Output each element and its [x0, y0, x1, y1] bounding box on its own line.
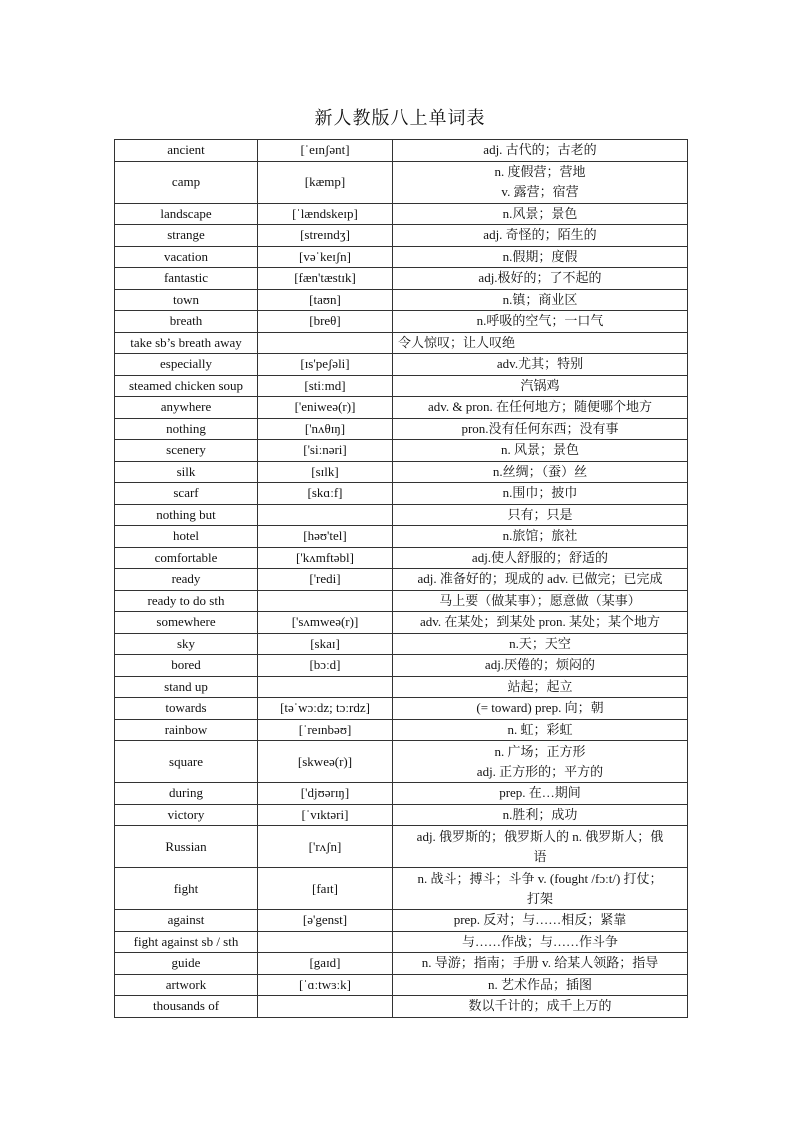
meaning-line: 语 [533, 848, 547, 864]
word-cell: comfortable [115, 547, 258, 569]
pronunciation-cell: ['eniweə(r)] [258, 397, 393, 419]
pronunciation-cell: ['rʌʃn] [258, 826, 393, 868]
table-row [115, 354, 688, 376]
meaning-cell [393, 375, 688, 397]
pronunciation-cell: [ɪs'peʃəli] [258, 354, 393, 376]
pronunciation-cell [258, 931, 393, 953]
meaning-cell [393, 246, 688, 268]
word-cell: victory [115, 804, 258, 826]
pronunciation-cell [258, 504, 393, 526]
word-cell: silk [115, 461, 258, 483]
meaning-line: adj. 奇怪的；陌生的 [483, 227, 597, 243]
meaning-line: n. 度假营；营地 [494, 164, 586, 179]
word-cell: fight against sb / sth [115, 931, 258, 953]
table-row [115, 461, 688, 483]
meaning-cell [393, 974, 688, 996]
table-row [115, 826, 688, 868]
meaning-line: n.呼吸的空气；一口气 [476, 313, 604, 329]
meaning-line: n.镇；商业区 [502, 291, 578, 307]
pronunciation-cell: [streɪndʒ] [258, 225, 393, 247]
table-row [115, 996, 688, 1018]
meaning-cell [393, 719, 688, 741]
meaning-line: 令人惊叹；让人叹绝 [398, 334, 516, 350]
meaning-cell [393, 440, 688, 462]
meaning-cell [393, 483, 688, 505]
pronunciation-cell: [kæmp] [258, 161, 393, 203]
meaning-cell [393, 354, 688, 376]
table-row [115, 504, 688, 526]
meaning-line: adv. 在某处；到某处 pron. 某处；某个地方 [419, 614, 660, 630]
meaning-cell [393, 547, 688, 569]
pronunciation-cell: ['redi] [258, 569, 393, 591]
pronunciation-cell: [həʊ'tel] [258, 526, 393, 548]
meaning-line: (= toward) prep. 向；朝 [476, 700, 604, 716]
table-row [115, 483, 688, 505]
table-row [115, 140, 688, 162]
table-row [115, 203, 688, 225]
meaning-cell [393, 804, 688, 826]
meaning-line: adv.尤其；特别 [496, 356, 584, 372]
pronunciation-cell: [ˈvɪktəri] [258, 804, 393, 826]
word-cell: scenery [115, 440, 258, 462]
meaning-cell [393, 526, 688, 548]
word-cell: nothing [115, 418, 258, 440]
meaning-line: pron.没有任何东西；没有事 [461, 420, 619, 436]
meaning-line: n. 风景；景色 [500, 442, 579, 458]
meaning-line: n. 虹；彩虹 [507, 721, 573, 737]
meaning-cell [393, 311, 688, 333]
vocabulary-table [114, 139, 688, 1018]
meaning-line: 只有；只是 [507, 506, 573, 522]
table-row [115, 804, 688, 826]
table-row [115, 612, 688, 634]
word-cell: square [115, 741, 258, 783]
meaning-cell [393, 590, 688, 612]
meaning-line: 数以千计的；成千上万的 [468, 998, 612, 1014]
table-row [115, 268, 688, 290]
meaning-line: adv. & pron. 在任何地方；随便哪个地方 [427, 399, 653, 415]
pronunciation-cell: ['djʊərɪŋ] [258, 783, 393, 805]
table-row [115, 719, 688, 741]
pronunciation-cell: [ˈlændskeɪp] [258, 203, 393, 225]
meaning-line: n.假期；度假 [502, 248, 578, 264]
meaning-line: n. 广场；正方形 [494, 743, 586, 759]
table-row [115, 526, 688, 548]
pronunciation-cell [258, 332, 393, 354]
table-row [115, 569, 688, 591]
meaning-line: 汽锅鸡 [520, 377, 560, 393]
meaning-cell [393, 826, 688, 868]
word-cell: ready to do sth [115, 590, 258, 612]
meaning-line: prep. 反对；与……相反；紧靠 [453, 912, 627, 928]
word-cell: artwork [115, 974, 258, 996]
meaning-cell [393, 397, 688, 419]
table-row [115, 783, 688, 805]
meaning-cell [393, 161, 688, 203]
table-row [115, 311, 688, 333]
pronunciation-cell [258, 996, 393, 1018]
meaning-line: n.胜利；成功 [502, 806, 578, 822]
meaning-line: adj.极好的；了不起的 [478, 270, 602, 286]
word-cell: fight [115, 868, 258, 910]
table-row [115, 246, 688, 268]
meaning-cell [393, 461, 688, 483]
word-cell: somewhere [115, 612, 258, 634]
word-cell: breath [115, 311, 258, 333]
meaning-line: adj.厌倦的；烦闷的 [484, 657, 596, 673]
meaning-cell [393, 741, 688, 783]
meaning-cell [393, 504, 688, 526]
meaning-cell [393, 931, 688, 953]
meaning-cell [393, 418, 688, 440]
meaning-cell [393, 698, 688, 720]
table-row [115, 161, 688, 203]
word-cell: ancient [115, 140, 258, 162]
word-cell: nothing but [115, 504, 258, 526]
word-cell: ready [115, 569, 258, 591]
pronunciation-cell: [ə'genst] [258, 910, 393, 932]
meaning-line: adj. 准备好的；现成的 adv. 已做完；已完成 [417, 571, 663, 587]
word-cell: camp [115, 161, 258, 203]
table-row [115, 289, 688, 311]
pronunciation-cell: [gaɪd] [258, 953, 393, 975]
meaning-line: adj. 俄罗斯的；俄罗斯人的 n. 俄罗斯人；俄 [416, 828, 664, 844]
meaning-line: adj.使人舒服的；舒适的 [471, 549, 609, 565]
word-cell: scarf [115, 483, 258, 505]
word-cell: hotel [115, 526, 258, 548]
meaning-cell [393, 332, 688, 354]
word-cell: fantastic [115, 268, 258, 290]
pronunciation-cell: [stiːmd] [258, 375, 393, 397]
word-cell: during [115, 783, 258, 805]
meaning-line: n. 战斗；搏斗；斗争 v. (fought /fɔːt/) 打仗； [417, 870, 663, 886]
table-row [115, 397, 688, 419]
meaning-line: n. 导游；指南；手册 v. 给某人领路；指导 [421, 955, 659, 971]
meaning-line: n.风景；景色 [502, 205, 578, 221]
meaning-cell [393, 268, 688, 290]
meaning-cell [393, 612, 688, 634]
meaning-cell [393, 868, 688, 910]
table-row [115, 910, 688, 932]
word-cell: bored [115, 655, 258, 677]
table-row [115, 655, 688, 677]
table-row [115, 953, 688, 975]
meaning-cell [393, 289, 688, 311]
meaning-line: n. 艺术作品；插图 [487, 976, 592, 992]
table-row [115, 225, 688, 247]
pronunciation-cell: [təˈwɔːdz; tɔːrdz] [258, 698, 393, 720]
word-cell: sky [115, 633, 258, 655]
table-row [115, 698, 688, 720]
pronunciation-cell: [breθ] [258, 311, 393, 333]
pronunciation-cell: [skɑːf] [258, 483, 393, 505]
meaning-cell [393, 569, 688, 591]
word-cell: anywhere [115, 397, 258, 419]
word-cell: against [115, 910, 258, 932]
meaning-line: v. 露营；宿营 [501, 184, 579, 199]
meaning-cell [393, 633, 688, 655]
meaning-line: n.天；天空 [509, 635, 571, 651]
meaning-cell [393, 676, 688, 698]
meaning-line: adj. 正方形的；平方的 [476, 763, 604, 779]
word-cell: stand up [115, 676, 258, 698]
pronunciation-cell: [skaɪ] [258, 633, 393, 655]
pronunciation-cell: [fæn'tæstɪk] [258, 268, 393, 290]
word-cell: take sb’s breath away [115, 332, 258, 354]
table-row [115, 974, 688, 996]
word-cell: steamed chicken soup [115, 375, 258, 397]
table-row [115, 590, 688, 612]
meaning-cell [393, 203, 688, 225]
pronunciation-cell: ['siːnəri] [258, 440, 393, 462]
pronunciation-cell: [sɪlk] [258, 461, 393, 483]
pronunciation-cell: ['nʌθɪŋ] [258, 418, 393, 440]
pronunciation-cell: [skweə(r)] [258, 741, 393, 783]
meaning-cell [393, 225, 688, 247]
table-row [115, 931, 688, 953]
meaning-line: 马上要（做某事）；愿意做（某事） [439, 592, 641, 608]
pronunciation-cell: [ˈeɪnʃənt] [258, 140, 393, 162]
meaning-cell [393, 140, 688, 162]
meaning-cell [393, 996, 688, 1018]
word-cell: rainbow [115, 719, 258, 741]
meaning-cell [393, 953, 688, 975]
meaning-cell [393, 910, 688, 932]
table-row [115, 547, 688, 569]
pronunciation-cell: ['sʌmweə(r)] [258, 612, 393, 634]
table-row [115, 633, 688, 655]
meaning-line: n.围巾；披巾 [502, 485, 578, 501]
pronunciation-cell: [ˈreɪnbəʊ] [258, 719, 393, 741]
table-row [115, 741, 688, 783]
pronunciation-cell: ['kʌmftəbl] [258, 547, 393, 569]
pronunciation-cell: [vəˈkeɪʃn] [258, 246, 393, 268]
table-row [115, 375, 688, 397]
meaning-line: n.丝绸；（蚕）丝 [492, 463, 588, 479]
word-cell: thousands of [115, 996, 258, 1018]
table-row [115, 418, 688, 440]
pronunciation-cell: [taʊn] [258, 289, 393, 311]
table-row [115, 332, 688, 354]
word-cell: town [115, 289, 258, 311]
meaning-line: 站起；起立 [507, 678, 573, 694]
page-title: 新人教版八上单词表 [314, 108, 486, 129]
meaning-cell [393, 655, 688, 677]
word-cell: especially [115, 354, 258, 376]
word-cell: strange [115, 225, 258, 247]
pronunciation-cell: [bɔːd] [258, 655, 393, 677]
meaning-cell [393, 783, 688, 805]
pronunciation-cell: [ˈɑːtwɜːk] [258, 974, 393, 996]
word-cell: guide [115, 953, 258, 975]
table-row [115, 440, 688, 462]
pronunciation-cell [258, 590, 393, 612]
meaning-line: adj. 古代的；古老的 [483, 142, 597, 158]
meaning-line: 与……作战；与……作斗争 [461, 933, 618, 949]
table-row [115, 868, 688, 910]
meaning-line: n.旅馆；旅社 [502, 528, 578, 544]
word-cell: landscape [115, 203, 258, 225]
word-cell: vacation [115, 246, 258, 268]
pronunciation-cell [258, 676, 393, 698]
meaning-line: prep. 在…期间 [499, 785, 581, 801]
word-cell: towards [115, 698, 258, 720]
word-cell: Russian [115, 826, 258, 868]
table-row [115, 676, 688, 698]
meaning-line: 打架 [526, 890, 553, 906]
pronunciation-cell: [faɪt] [258, 868, 393, 910]
vocabulary-table-body [115, 140, 688, 1018]
